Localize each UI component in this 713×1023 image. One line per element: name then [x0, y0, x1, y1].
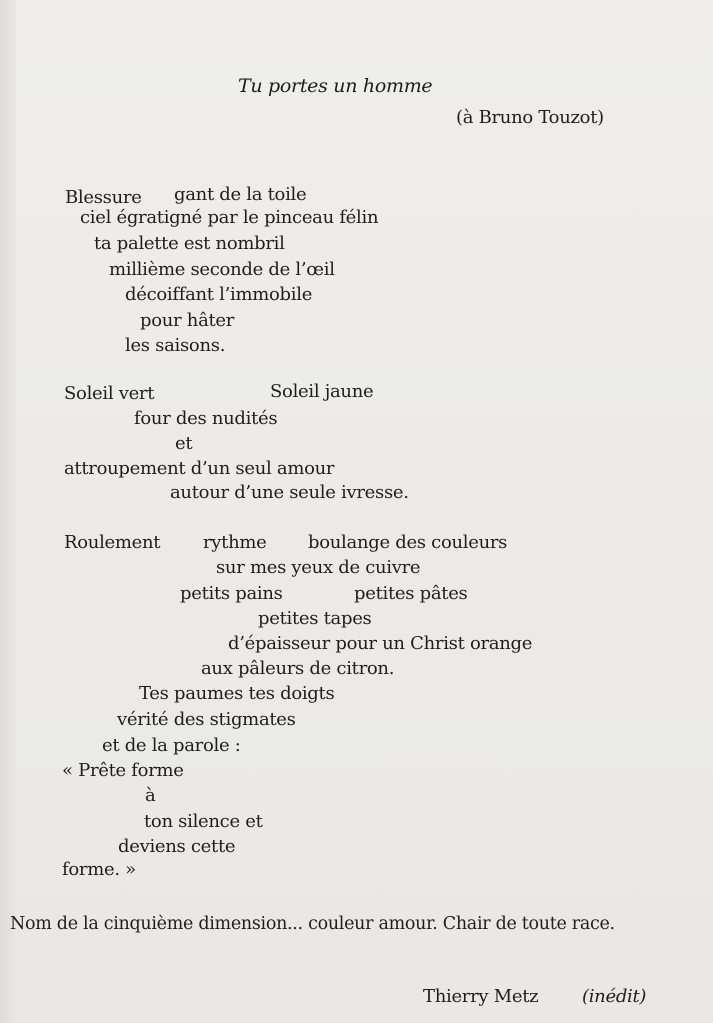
poem-title: Tu portes un homme [238, 75, 433, 97]
stanza2-line: four des nudités [134, 408, 278, 429]
stanza2-line: attroupement d’un seul amour [64, 458, 335, 479]
stanza1-line: Blessure [65, 187, 142, 208]
stanza3-line: « Prête forme [62, 760, 184, 781]
stanza3-line: rythme [203, 532, 267, 553]
stanza3-line: aux pâleurs de citron. [201, 658, 395, 679]
stanza2-line: Soleil vert [64, 383, 155, 404]
page-edge [0, 0, 16, 1023]
stanza2-line: autour d’une seule ivresse. [170, 482, 409, 503]
author-name: Thierry Metz [423, 986, 539, 1007]
stanza1-line: gant de la toile [174, 184, 307, 205]
stanza2-line: Soleil jaune [270, 381, 374, 402]
stanza3-line: deviens cette [118, 836, 236, 857]
stanza1-line: les saisons. [125, 335, 226, 356]
stanza1-line: ciel égratigné par le pinceau félin [80, 207, 379, 228]
stanza1-line: millième seconde de l’œil [109, 259, 335, 280]
stanza3-line: vérité des stigmates [117, 709, 296, 730]
stanza3-line: boulange des couleurs [308, 532, 508, 553]
stanza3-line: Roulement [64, 532, 161, 553]
stanza3-line: ton silence et [144, 811, 263, 832]
stanza1-line: pour hâter [140, 310, 235, 331]
stanza3-line: sur mes yeux de cuivre [216, 557, 421, 578]
stanza3-line: d’épaisseur pour un Christ orange [228, 633, 533, 654]
stanza3-line: à [145, 785, 156, 806]
stanza3-line: petites pâtes [354, 583, 468, 604]
stanza3-line: et de la parole : [102, 735, 241, 756]
stanza1-line: décoiffant l’immobile [125, 284, 313, 305]
stanza3-line: petits pains [180, 583, 283, 604]
stanza3-line: petites tapes [258, 608, 372, 629]
stanza1-line: ta palette est nombril [94, 233, 285, 254]
stanza3-line: forme. » [62, 859, 136, 880]
dedication: (à Bruno Touzot) [456, 107, 604, 128]
closing-line: Nom de la cinquième dimension... couleur amour. Chair de toute race. [10, 914, 615, 934]
stanza2-line: et [175, 433, 193, 454]
stanza3-line: Tes paumes tes doigts [139, 683, 335, 704]
publication-note: (inédit) [582, 986, 647, 1007]
